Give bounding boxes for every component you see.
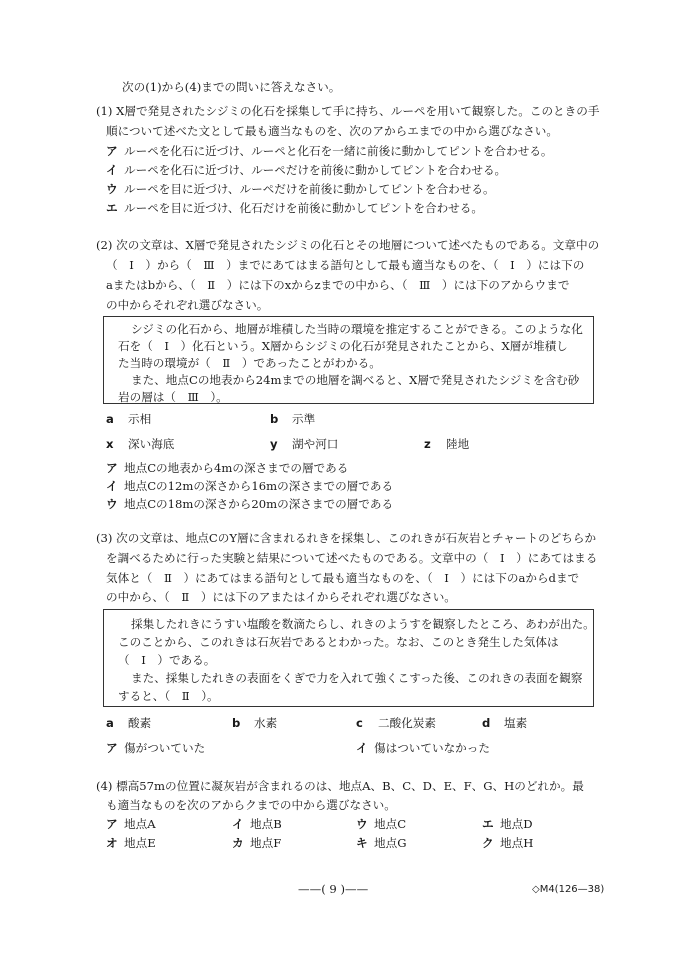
q3-choice-b (232, 715, 277, 731)
option-text: 地点A (124, 817, 156, 831)
q4-option (356, 835, 406, 851)
q2-box-line: シジミの化石から、地層が堆積した当時の環境を推定することができる。このような化 (131, 322, 583, 336)
choice-text: 酸素 (128, 716, 152, 730)
q2-choice-a (106, 411, 151, 427)
choice-letter: c (356, 716, 363, 730)
option-text: 地点G (374, 836, 407, 850)
option-text: ルーペを化石に近づけ、ルーペだけを前後に動かしてピントを合わせる。 (124, 163, 507, 177)
page-number: ——( 9 )—— (298, 882, 369, 896)
choice-text: 水素 (254, 716, 278, 730)
q2-stem-line-2: （ Ⅰ ）から（ Ⅲ ）までにあてはまる語句として最も適当なものを、（ Ⅰ ）には下の (106, 258, 585, 272)
q3-stem-line-4: の中から、（ Ⅱ ）には下のアまたはイからそれぞれ選びなさい。 (106, 590, 456, 604)
q4-stem-line-1: (4) 標高57mの位置に凝灰岩が含まれるのは、地点A、B、C、D、E、F、G、Hのどれか。最 (96, 779, 584, 793)
q1-option (106, 181, 495, 197)
option-text: 地点D (500, 817, 533, 831)
q3-choice-d (482, 715, 527, 731)
option-text: ルーペを目に近づけ、化石だけを前後に動かしてピントを合わせる。 (124, 201, 483, 215)
q2-stem-line-3: aまたはbから、（ Ⅱ ）には下のxからzまでの中から、（ Ⅲ ）には下のアからウまで (106, 278, 570, 292)
q4-option (356, 816, 406, 832)
q2-choice-z (424, 436, 469, 452)
option-text: 地点Cの12mの深さから16mの深さまでの層である (124, 479, 394, 493)
choice-text: 陸地 (446, 437, 470, 451)
intro-text: 次の(1)から(4)までの問いに答えなさい。 (122, 80, 341, 94)
choice-text: 深い海底 (128, 437, 175, 451)
q3-box-line: （ Ⅰ ）である。 (118, 653, 216, 667)
q2-stem-line-4: の中からそれぞれ選びなさい。 (106, 298, 269, 312)
exam-code: ◇M4(126—38) (532, 884, 605, 895)
q3-choice-c (356, 715, 436, 731)
option-text: ルーペを目に近づけ、ルーペだけを前後に動かしてピントを合わせる。 (124, 182, 495, 196)
option-text: 傷がついていた (124, 741, 206, 755)
option-letter: イ (106, 479, 118, 493)
q1-option (106, 162, 506, 178)
option-letter: ク (482, 836, 494, 850)
q2-stem-line-1: (2) 次の文章は、X層で発見されたシジミの化石とその地層について述べたものである。文章中の (96, 238, 600, 252)
option-text: 地点F (250, 836, 282, 850)
q3-box-line: このことから、このれきは石灰岩であるとわかった。なお、このとき発生した気体は (118, 635, 559, 649)
option-text: 地点H (500, 836, 534, 850)
option-letter: イ (232, 817, 244, 831)
option-text: 地点B (250, 817, 282, 831)
option-letter: ア (106, 461, 118, 475)
choice-letter: d (482, 716, 491, 730)
q4-option (106, 835, 156, 851)
choice-letter: b (232, 716, 241, 730)
q2-box-line: 岩の層は（ Ⅲ ）。 (118, 390, 228, 404)
q2-box-line: また、地点Cの地表から24mまでの地層を調べると、X層で発見されたシジミを含む砂 (131, 373, 580, 387)
q2-option (106, 478, 393, 494)
q3-stem-line-1: (3) 次の文章は、地点CのY層に含まれるれきを採集し、このれきが石灰岩とチャートのどちらか (96, 531, 597, 545)
choice-letter: a (106, 716, 114, 730)
option-letter: キ (356, 836, 368, 850)
q1-option (106, 200, 483, 216)
choice-text: 示準 (292, 412, 316, 426)
q4-option (232, 816, 282, 832)
q3-box-line: また、採集したれきの表面をくぎで力を入れて強くこすった後、このれきの表面を観察 (131, 671, 583, 685)
q1-stem-line-1: (1) X層で発見されたシジミの化石を採集して手に持ち、ルーペを用いて観察した。このときの手 (96, 104, 600, 118)
option-letter: ア (106, 741, 118, 755)
q2-box-line: た当時の環境が（ Ⅱ ）であったことがわかる。 (118, 356, 381, 370)
q4-option (232, 835, 281, 851)
q2-box-line: 石を（ Ⅰ ）化石という。X層からシジミの化石が発見されたことから、X層が堆積し (118, 339, 568, 353)
q2-passage-box (103, 316, 594, 404)
q4-stem-line-2: も適当なものを次のアからクまでの中から選びなさい。 (106, 798, 396, 812)
choice-letter: b (270, 412, 279, 426)
q4-option (482, 816, 532, 832)
q3-choice-a (106, 715, 151, 731)
q4-option (482, 835, 533, 851)
choice-letter: x (106, 437, 114, 451)
option-letter: イ (106, 163, 118, 177)
q3-box-line: 採集したれきにうすい塩酸を数滴たらし、れきのようすを観察したところ、あわが出た。 (131, 617, 595, 631)
q3-box-line: すると、（ Ⅱ ）。 (118, 689, 219, 703)
option-text: 地点E (124, 836, 156, 850)
q3-stem-line-3: 気体と（ Ⅱ ）にあてはまる語句として最も適当なものを、（ Ⅰ ）には下のaからdまで (106, 571, 580, 585)
choice-letter: y (270, 437, 278, 451)
option-text: 地点Cの地表から4mの深さまでの層である (124, 461, 349, 475)
choice-text: 示相 (128, 412, 152, 426)
choice-text: 湖や河口 (292, 437, 339, 451)
q2-option (106, 496, 393, 512)
q3-stem-line-2: を調べるために行った実験と結果について述べたものである。文章中の（ Ⅰ ）にあてはまる (106, 551, 598, 565)
option-letter: ア (106, 817, 118, 831)
q2-choice-b (270, 411, 315, 427)
q1-stem-line-2: 順について述べた文として最も適当なものを、次のアからエまでの中から選びなさい。 (106, 124, 558, 138)
q1-option (106, 143, 553, 159)
option-text: 地点C (374, 817, 407, 831)
option-letter: カ (232, 836, 244, 850)
choice-text: 二酸化炭素 (378, 716, 436, 730)
q3-option (106, 740, 205, 756)
option-letter: イ (356, 741, 368, 755)
choice-letter: a (106, 412, 114, 426)
option-letter: エ (106, 201, 118, 215)
option-letter: ウ (356, 817, 368, 831)
option-letter: ア (106, 144, 118, 158)
option-text: 傷はついていなかった (374, 741, 490, 755)
q2-choice-y (270, 436, 338, 452)
option-text: 地点Cの18mの深さから20mの深さまでの層である (124, 497, 394, 511)
option-letter: ウ (106, 497, 118, 511)
q2-choice-x (106, 436, 174, 452)
option-letter: エ (482, 817, 494, 831)
option-letter: ウ (106, 182, 118, 196)
q2-option (106, 460, 348, 476)
choice-text: 塩素 (504, 716, 528, 730)
choice-letter: z (424, 437, 431, 451)
q4-option (106, 816, 156, 832)
option-text: ルーペを化石に近づけ、ルーペと化石を一緒に前後に動かしてピントを合わせる。 (124, 144, 553, 158)
option-letter: オ (106, 836, 118, 850)
q3-passage-box (103, 609, 594, 707)
q3-option (356, 740, 490, 756)
